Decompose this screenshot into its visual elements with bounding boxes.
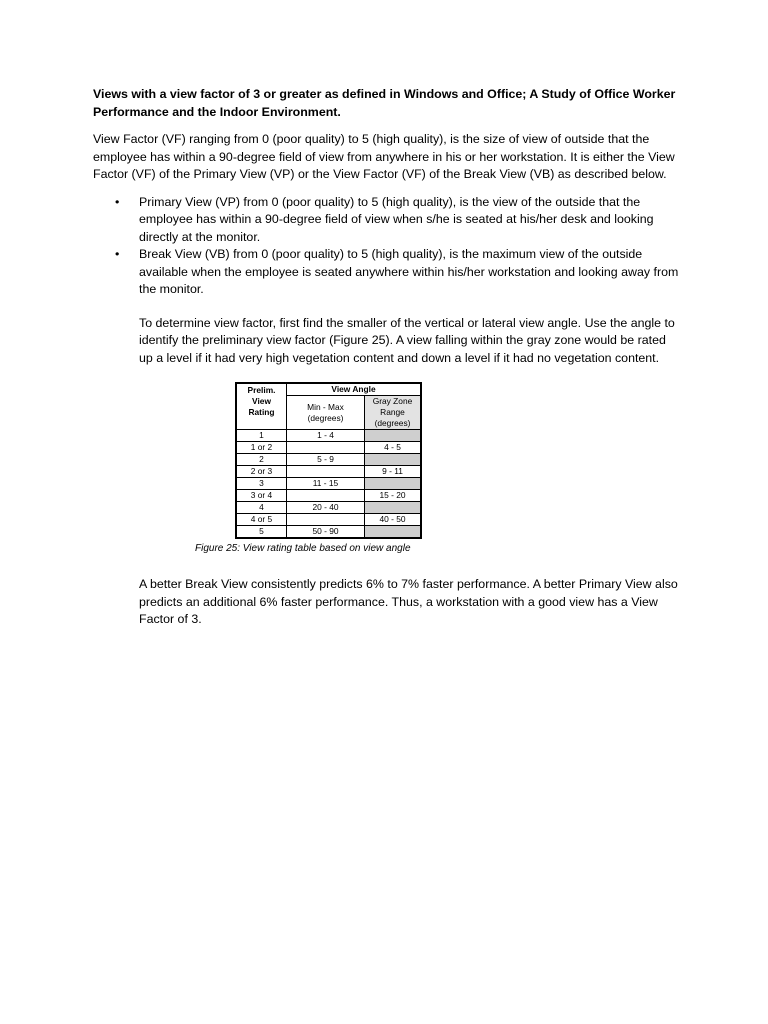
gray-zone-cell: 15 - 20	[365, 490, 422, 502]
min-max-cell: 5 - 9	[287, 454, 365, 466]
table-row	[236, 478, 421, 490]
min-max-cell	[287, 514, 365, 526]
min-max-cell: 11 - 15	[287, 478, 365, 490]
rating-cell: 1	[236, 430, 287, 442]
rating-cell: 3	[236, 478, 287, 490]
min-max-cell	[287, 442, 365, 454]
header-min-max: Min - Max (degrees)	[287, 396, 365, 430]
gray-zone-cell: 4 - 5	[365, 442, 422, 454]
figure-caption: Figure 25: View rating table based on view angle	[195, 543, 411, 554]
rating-cell: 4	[236, 502, 287, 514]
gray-zone-cell	[365, 454, 422, 466]
bullet-primary-view	[115, 194, 683, 247]
table-row	[236, 430, 421, 442]
bullet-text: Primary View (VP) from 0 (poor quality) to 5 (high quality), is the view of the outside that the employee has within a 90-degree field of view when s/he is seated at his/her desk and looking directly at the monitor.	[139, 194, 654, 244]
min-max-cell: 50 - 90	[287, 526, 365, 539]
rating-cell: 4 or 5	[236, 514, 287, 526]
header-view-angle: View Angle	[287, 383, 422, 396]
figure-25	[195, 382, 435, 554]
gray-zone-cell	[365, 478, 422, 490]
gray-zone-cell	[365, 526, 422, 539]
gray-zone-cell	[365, 502, 422, 514]
document-body	[93, 86, 683, 629]
rating-cell: 5	[236, 526, 287, 539]
table-row	[236, 466, 421, 478]
table-row	[236, 514, 421, 526]
bullet-icon: •	[115, 194, 120, 209]
bullet-list	[93, 194, 683, 299]
view-rating-table	[235, 382, 422, 539]
gray-zone-cell: 9 - 11	[365, 466, 422, 478]
bullet-icon: •	[115, 247, 120, 261]
min-max-cell	[287, 466, 365, 478]
bullet-break-view	[115, 246, 683, 299]
min-max-cell	[287, 490, 365, 502]
table-row	[236, 490, 421, 502]
gray-zone-cell	[365, 430, 422, 442]
min-max-cell: 1 - 4	[287, 430, 365, 442]
header-prelim-view-rating: Prelim. View Rating	[236, 383, 287, 430]
gray-zone-cell: 40 - 50	[365, 514, 422, 526]
table-body	[236, 430, 421, 539]
table-row	[236, 526, 421, 539]
rating-cell: 2 or 3	[236, 466, 287, 478]
table-row	[236, 502, 421, 514]
header-gray-zone: Gray Zone Range (degrees)	[365, 396, 422, 430]
rating-cell: 3 or 4	[236, 490, 287, 502]
section-heading: Views with a view factor of 3 or greater as defined in Windows and Office; A Study of Office Worker Performance and the Indoor Environment.	[93, 87, 676, 119]
conclusion-paragraph: A better Break View consistently predicts 6% to 7% faster performance. A better Primary View also predicts an additional 6% faster performance. Thus, a workstation with a good view has a View Factor of 3.	[139, 577, 678, 626]
indented-block	[93, 315, 683, 629]
rating-cell: 1 or 2	[236, 442, 287, 454]
table-row	[236, 454, 421, 466]
table-row	[236, 442, 421, 454]
min-max-cell: 20 - 40	[287, 502, 365, 514]
determine-paragraph: To determine view factor, first find the smaller of the vertical or lateral view angle. Use the angle to identify the preliminary view factor (Figure 25). A view falling within the gray zone would be rated up a level if it had very high vegetation content and down a level if it had no vegetation content.	[139, 315, 675, 365]
bullet-text: Break View (VB) from 0 (poor quality) to 5 (high quality), is the maximum view of the outside available when the employee is seated anywhere within his/her workstation and looking away from the monitor.	[139, 247, 679, 296]
rating-cell: 2	[236, 454, 287, 466]
intro-paragraph: View Factor (VF) ranging from 0 (poor quality) to 5 (high quality), is the size of view of outside that the employee has within a 90-degree field of view from anywhere in his or her workstation. It is either the View Factor (VF) of the Primary View (VP) or the View Factor (VF) of the Break View (VB) as described below.	[93, 132, 675, 181]
